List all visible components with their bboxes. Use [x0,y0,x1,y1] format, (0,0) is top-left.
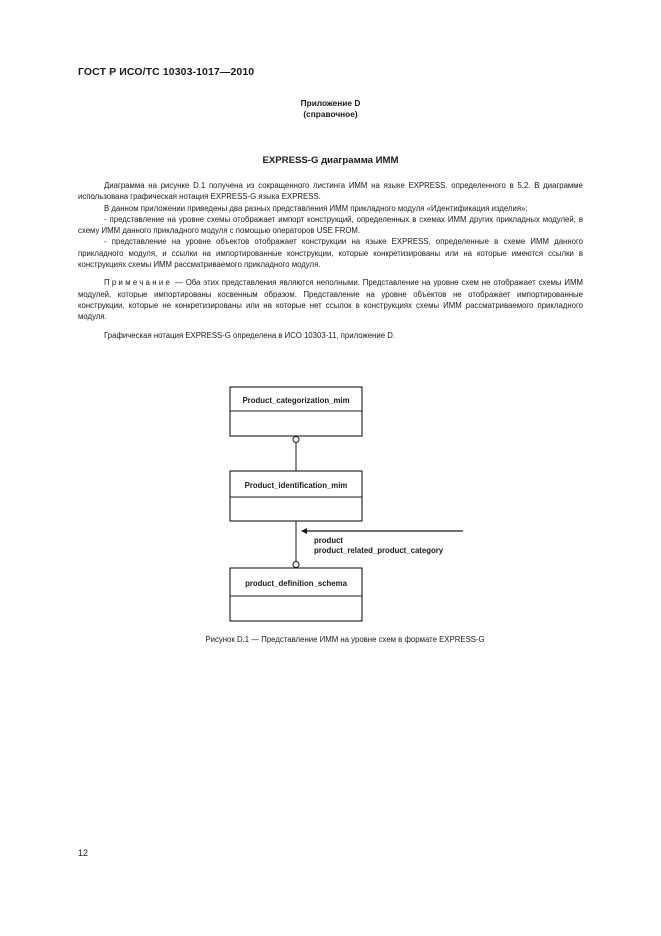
annex-title: Приложение D [300,98,361,108]
connector-circle-1 [293,437,299,443]
paragraph-4: - представление на уровне объектов отображает конструкции на языке EXPRESS, определенные в схеме ИММ данного прикладного модуля, и ссылки на импортированные конструкции, которые конкретизированы или на которые имеются ссылки в конструкциях схемы ИММ рассматриваемого прикладного модуля. [78,237,583,270]
annex-subtitle: (справочное) [303,108,358,119]
connector-circle-2 [293,562,299,568]
schema-box-product-identification [230,471,362,521]
section-title: EXPRESS-G диаграмма ИММ [262,155,399,166]
box-3-label: product_definition_schema [245,579,347,588]
document-header: ГОСТ Р ИСО/ТС 10303-1017—2010 [78,66,255,78]
schema-box-product-definition [230,568,362,621]
figure-caption: Рисунок D.1 — Представление ИММ на уровне схем в формате EXPRESS-G [205,635,485,644]
reference-label-2: product_related_product_category [314,546,444,555]
schema-box-product-categorization [230,387,362,436]
paragraph-2: В данном приложении приведены два разных представления ИММ прикладного модуля «Идентификация изделия»: [104,203,528,213]
note-label: Примечание [104,278,173,288]
box-2-label: Product_identification_mim [244,481,348,490]
reference-label-1: product [314,536,344,545]
note-text: — Оба этих представления являются неполными. Представление на уровне схем не отображает схемы ИММ модулей, которые импортированы косвенным образом. Представление на уровне объектов не отображает импортированные конструкции, которые не конкретизированы или на которые нет ссылок в конструкциях схемы ИММ рассматриваемого прикладного модуля. [78,278,583,322]
reference-arrowhead [301,528,307,534]
paragraph-1: Диаграмма на рисунке D.1 получена из сокращенного листинга ИММ на языке EXPRESS. определенного в 5.2. В диаграмме использована графическая нотация EXPRESS-G языка EXPRESS. [78,181,583,202]
paragraph-3: - представление на уровне схемы отображает импорт конструкций, определенных в схемах ИММ других прикладных модулей, в схему ИММ данного прикладного модуля с помощью операторов USE FROM. [78,214,583,236]
box-1-label: Product_categorization_mim [242,396,350,405]
paragraph-5: Графическая нотация EXPRESS-G определена в ИСО 10303-11, приложение D. [104,330,395,340]
page-number: 12 [78,848,89,858]
